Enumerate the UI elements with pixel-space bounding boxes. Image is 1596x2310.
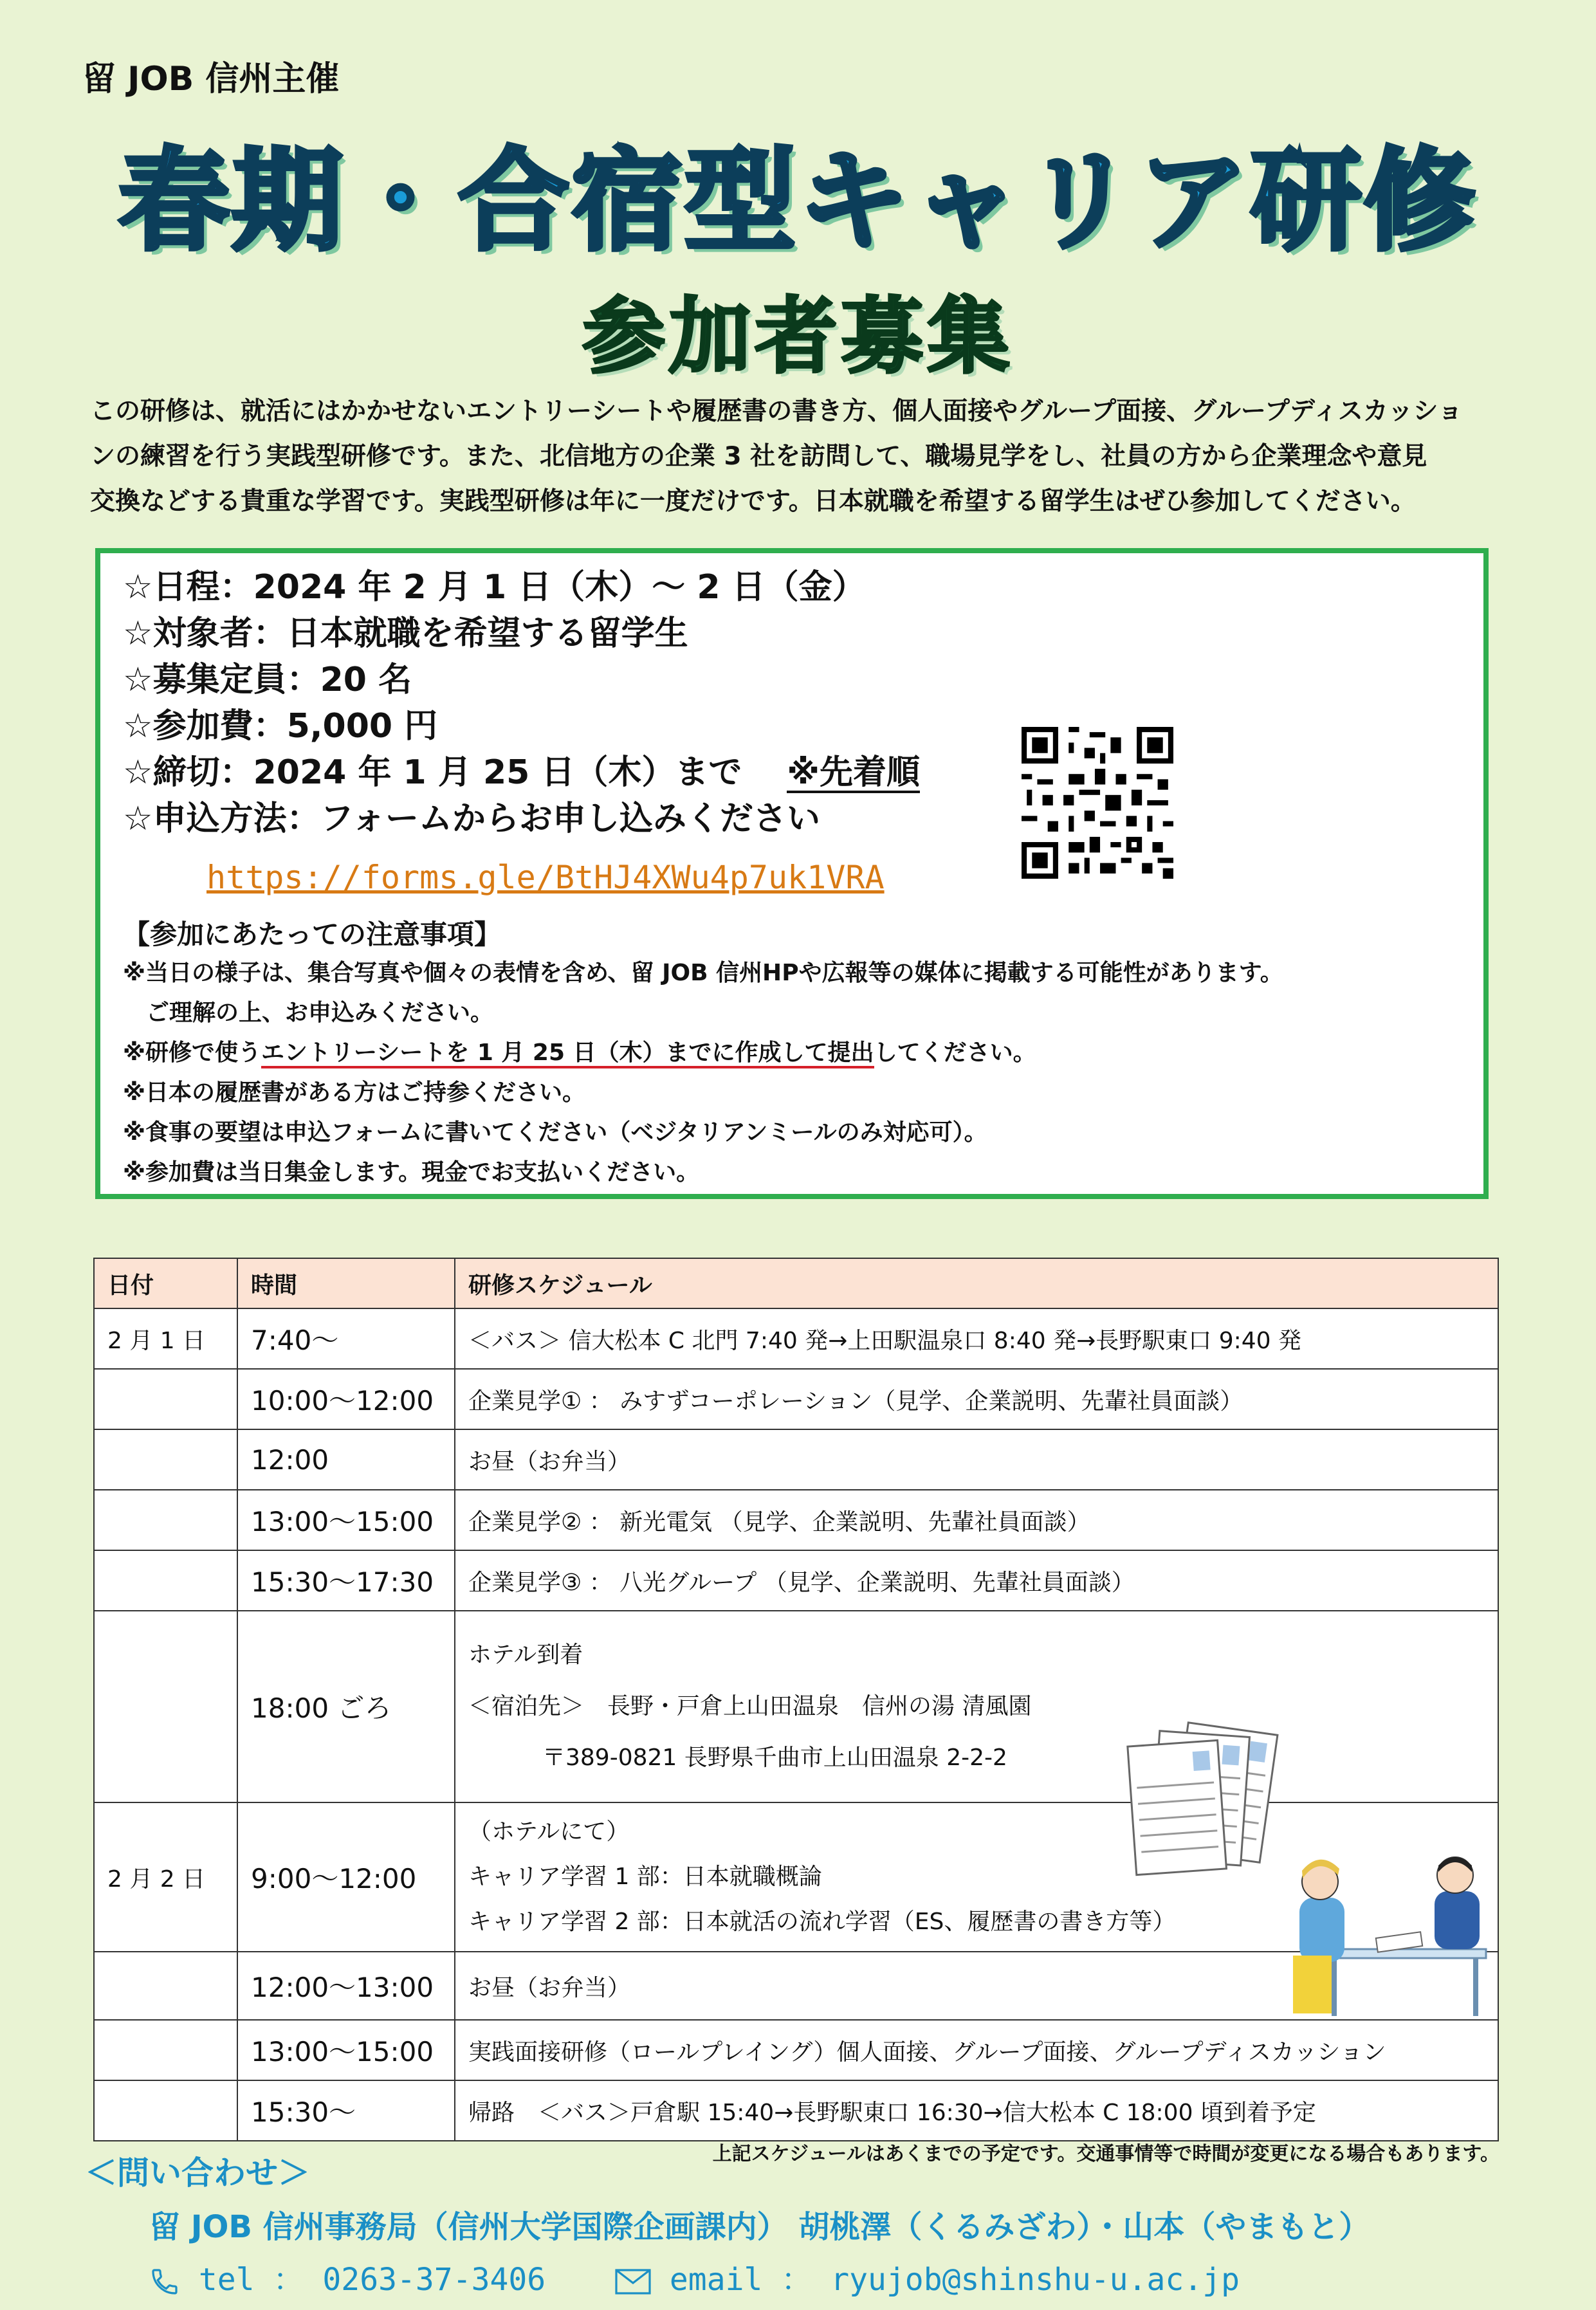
resume-documents-icon xyxy=(1119,1708,1280,1894)
notice-item: ご理解の上、お申込みください。 xyxy=(123,1000,494,1026)
page-title: 春期・合宿型キャリア研修 xyxy=(118,136,1478,266)
qr-code-icon[interactable] xyxy=(1022,727,1173,879)
info-fee: ☆参加費：5,000 円 xyxy=(123,707,438,746)
info-schedule: ☆日程：2024 年 2 月 1 日（木）～ 2 日（金） xyxy=(123,568,866,607)
notice-item: ※当日の様子は、集合写真や個々の表情を含め、留 JOB 信州HPや広報等の媒体に掲載する可能性があります。 xyxy=(123,960,1283,986)
date-cell xyxy=(94,1429,237,1490)
table-row xyxy=(94,1429,1498,1490)
time-cell: 12:00～13:00 xyxy=(237,1952,455,2020)
schedule-cell: お昼（お弁当） xyxy=(455,1952,1498,2020)
table-row xyxy=(94,2080,1498,2141)
table-row xyxy=(94,1490,1498,1550)
first-come-note: ※先着順 xyxy=(787,753,920,792)
schedule-line: キャリア学習 2 部：日本就活の流れ学習（ES、履歴書の書き方等） xyxy=(468,1909,1176,1935)
info-deadline xyxy=(123,753,920,793)
header-schedule: 研修スケジュール xyxy=(455,1258,1498,1308)
schedule-cell: ＜バス＞ 信大松本 C 北門 7:40 発→上田駅温泉口 8:40 発→長野駅東口 9:40 発 xyxy=(455,1308,1498,1369)
schedule-line: ホテル到着 xyxy=(468,1642,583,1668)
notice-text: してください。 xyxy=(874,1040,1036,1066)
info-apply: ☆申込方法：フォームからお申し込みください xyxy=(123,800,821,838)
time-cell: 13:00～15:00 xyxy=(237,2020,455,2080)
form-link[interactable]: https://forms.gle/BtHJ4XWu4p7uk1VRA xyxy=(206,859,885,896)
notice-item: ※食事の要望は申込フォームに書いてください（ベジタリアンミールのみ対応可）。 xyxy=(123,1119,987,1146)
organizer-label: 留 JOB 信州主催 xyxy=(82,60,340,98)
interview-illustration-icon xyxy=(1287,1853,1499,2020)
deadline-text: ☆締切：2024 年 1 月 25 日（木）まで xyxy=(123,753,742,792)
date-cell: 2 月 1 日 xyxy=(94,1308,237,1369)
time-cell: 18:00 ごろ xyxy=(237,1611,455,1802)
schedule-cell: 企業見学③ ： 八光グループ （見学、企業説明、先輩社員面談） xyxy=(455,1550,1498,1611)
schedule-line: 〒389-0821 長野県千曲市上山田温泉 2-2-2 xyxy=(542,1745,1007,1771)
phone-icon xyxy=(149,2266,180,2297)
intro-line: ンの練習を行う実践型研修です。また、北信地方の企業 3 社を訪問して、職場見学をし、社員の方から企業理念や意見 xyxy=(90,442,1427,471)
time-cell: 15:30～ xyxy=(237,2080,455,2141)
date-cell xyxy=(94,1550,237,1611)
schedule-line: （ホテルにて） xyxy=(468,1819,630,1845)
date-cell xyxy=(94,1490,237,1550)
intro-line: この研修は、就活にはかかせないエントリーシートや履歴書の書き方、個人面接やグループ面接、グループディスカッショ xyxy=(90,397,1463,426)
intro-paragraph xyxy=(90,389,1521,524)
schedule-cell: 企業見学② ： 新光電気 （見学、企業説明、先輩社員面談） xyxy=(455,1490,1498,1550)
schedule-footnote: 上記スケジュールはあくまでの予定です。交通事情等で時間が変更になる場合もあります。 xyxy=(712,2143,1500,2165)
header-time: 時間 xyxy=(237,1258,455,1308)
notice-item: ※参加費は当日集金します。現金でお支払いください。 xyxy=(123,1159,700,1186)
info-target: ☆対象者：日本就職を希望する留学生 xyxy=(123,614,688,653)
date-cell xyxy=(94,1611,237,1802)
contact-office: 留 JOB 信州事務局（信州大学国際企画課内） 胡桃澤（くるみざわ）・山本（やまもと） xyxy=(149,2209,1370,2245)
info-box xyxy=(95,548,1489,1199)
schedule-cell xyxy=(455,1611,1498,1802)
time-cell: 7:40～ xyxy=(237,1308,455,1369)
page-subtitle: 参加者募集 xyxy=(582,289,1014,385)
date-cell xyxy=(94,2020,237,2080)
table-row xyxy=(94,1369,1498,1429)
schedule-cell: 帰路 ＜バス＞戸倉駅 15:40→長野駅東口 16:30→信大松本 C 18:00 頃到着予定 xyxy=(455,2080,1498,2141)
table-header-row xyxy=(94,1258,1498,1308)
intro-line: 交換などする貴重な学習です。実践型研修は年に一度だけです。日本就職を希望する留学生はぜひ参加してください。 xyxy=(90,487,1416,516)
date-cell xyxy=(94,1952,237,2020)
table-row xyxy=(94,1308,1498,1369)
email-icon xyxy=(615,2269,651,2295)
date-cell: 2 月 2 日 xyxy=(94,1802,237,1952)
time-cell: 15:30～17:30 xyxy=(237,1550,455,1611)
time-cell: 13:00～15:00 xyxy=(237,1490,455,1550)
header-date: 日付 xyxy=(94,1258,237,1308)
email-text[interactable]: email ： ryujob@shinshu-u.ac.jp xyxy=(669,2262,1240,2298)
schedule-cell: 企業見学① ： みすずコーポレーション（見学、企業説明、先輩社員面談） xyxy=(455,1369,1498,1429)
phone-text: tel ： 0263-37-3406 xyxy=(198,2262,546,2298)
contact-info xyxy=(149,2255,1240,2299)
schedule-cell: お昼（お弁当） xyxy=(455,1429,1498,1490)
schedule-cell: 実践面接研修（ロールプレイング）個人面接、グループ面接、グループディスカッション xyxy=(455,2020,1498,2080)
table-row xyxy=(94,2020,1498,2080)
schedule-line: キャリア学習 1 部：日本就職概論 xyxy=(468,1864,822,1890)
notice-highlight: エントリーシートを 1 月 25 日（木）までに作成して提出 xyxy=(261,1040,874,1068)
notice-list xyxy=(123,953,1283,1193)
info-capacity: ☆募集定員：20 名 xyxy=(123,661,412,699)
contact-heading: ＜問い合わせ＞ xyxy=(85,2154,310,2192)
notice-item xyxy=(123,1033,1283,1073)
schedule-line: ＜宿泊先＞ 長野・戸倉上山田温泉 信州の湯 清風園 xyxy=(468,1693,1032,1719)
notice-title: 【参加にあたっての注意事項】 xyxy=(123,919,502,950)
table-row xyxy=(94,1611,1498,1802)
date-cell xyxy=(94,2080,237,2141)
date-cell xyxy=(94,1369,237,1429)
table-row xyxy=(94,1550,1498,1611)
time-cell: 10:00～12:00 xyxy=(237,1369,455,1429)
notice-text: ※研修で使う xyxy=(123,1040,261,1066)
notice-item: ※日本の履歴書がある方はご持参ください。 xyxy=(123,1079,585,1106)
time-cell: 9:00～12:00 xyxy=(237,1802,455,1952)
time-cell: 12:00 xyxy=(237,1429,455,1490)
